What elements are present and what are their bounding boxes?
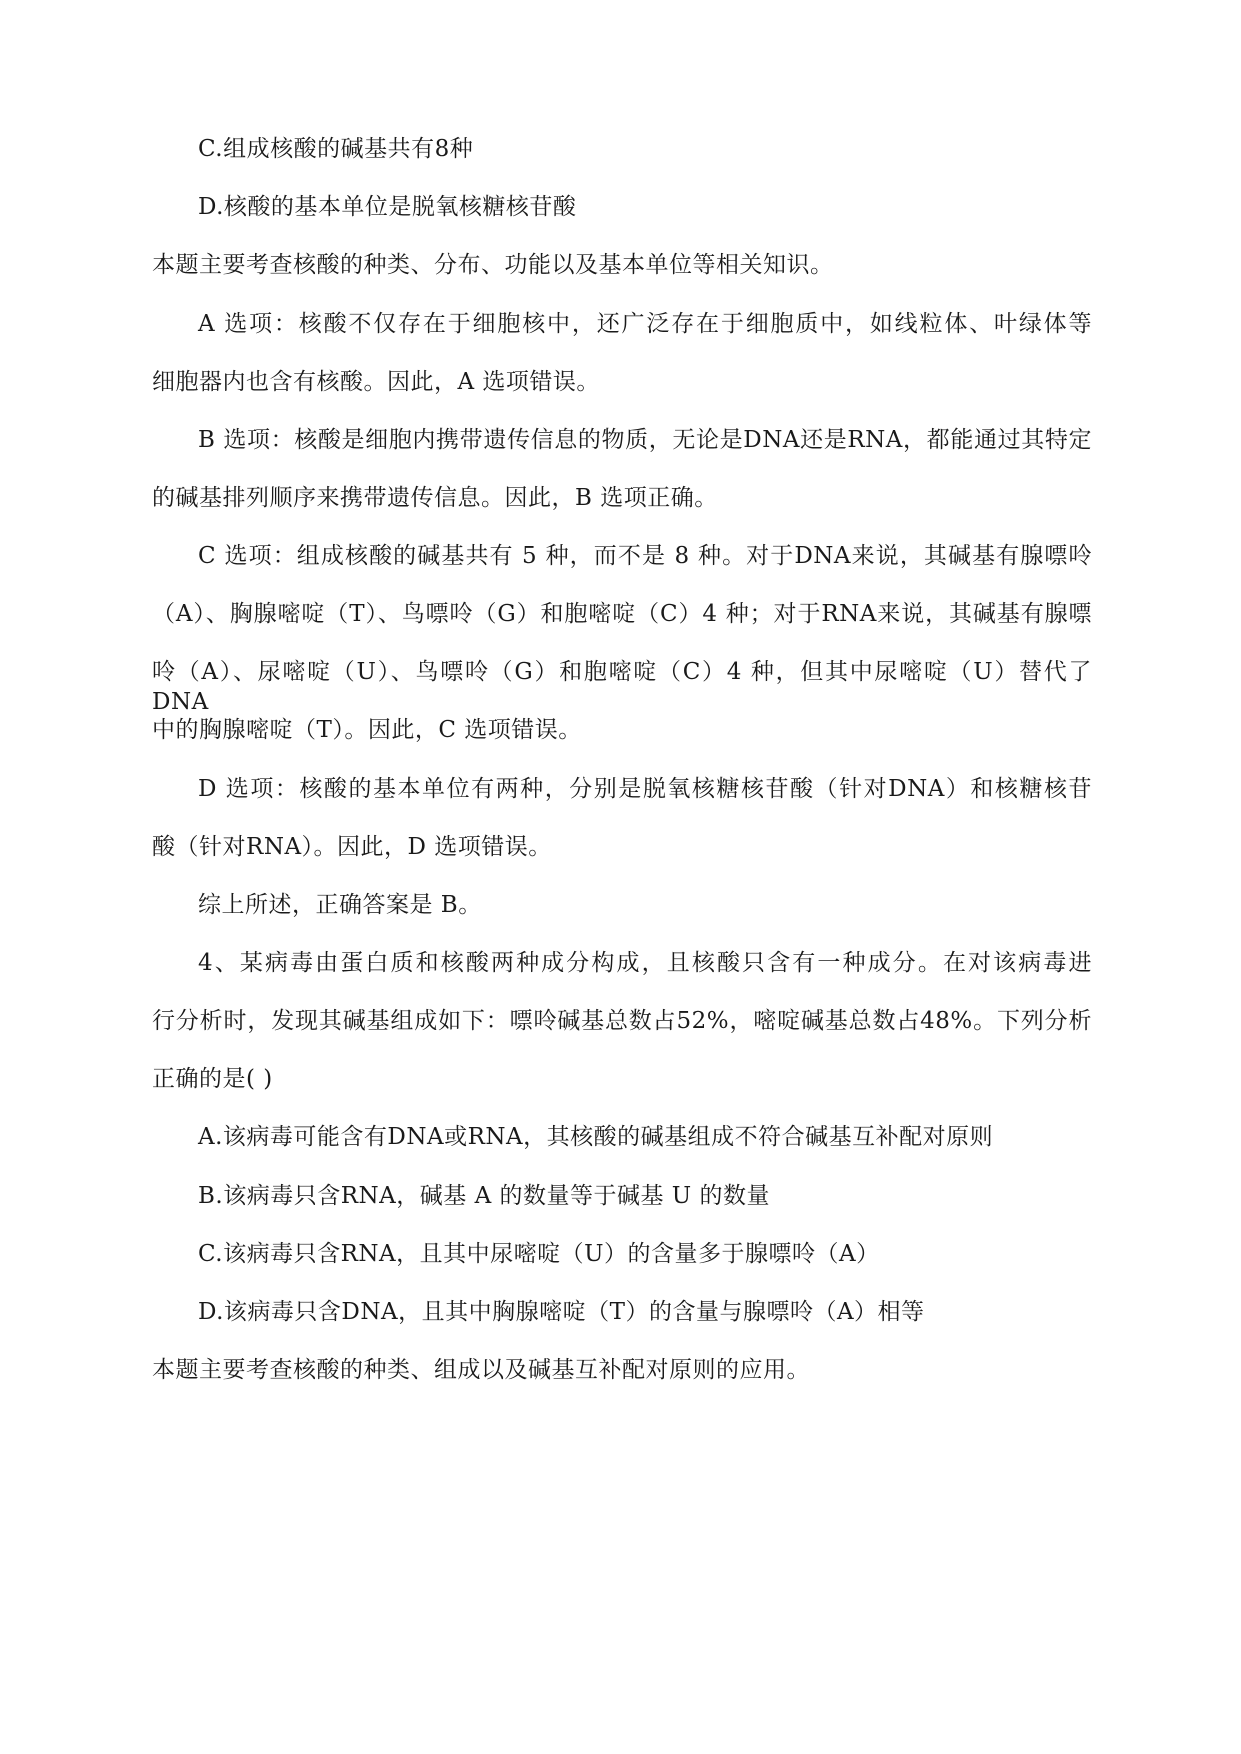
explanation-d-line-1: D 选项：核酸的基本单位有两种，分别是脱氧核糖核苷酸（针对DNA）和核糖核苷 <box>198 776 1092 802</box>
explanation-c-line-3: 呤（A）、尿嘧啶（U）、鸟嘌呤（G）和胞嘧啶（C）4 种，但其中尿嘧啶（U）替代了DNA <box>152 659 1092 715</box>
question-4-analysis-intro: 本题主要考查核酸的种类、组成以及碱基互补配对原则的应用。 <box>152 1357 810 1383</box>
explanation-c-line-1: C 选项：组成核酸的碱基共有 5 种，而不是 8 种。对于DNA来说，其碱基有腺嘌呤 <box>198 543 1092 569</box>
question-4-line-2: 行分析时，发现其碱基组成如下：嘌呤碱基总数占52%，嘧啶碱基总数占48%。下列分析 <box>152 1008 1092 1034</box>
conclusion-line: 综上所述，正确答案是 B。 <box>198 892 482 918</box>
explanation-d-line-2: 酸（针对RNA）。因此，D 选项错误。 <box>152 834 552 860</box>
explanation-a-line-2: 细胞器内也含有核酸。因此，A 选项错误。 <box>152 369 600 395</box>
explanation-c-line-4: 中的胸腺嘧啶（T）。因此，C 选项错误。 <box>152 717 582 743</box>
option-d-line: D.核酸的基本单位是脱氧核糖核苷酸 <box>198 194 577 220</box>
explanation-b-line-2: 的碱基排列顺序来携带遗传信息。因此，B 选项正确。 <box>152 485 718 511</box>
question-4-option-b: B.该病毒只含RNA，碱基 A 的数量等于碱基 U 的数量 <box>198 1183 771 1209</box>
option-c-line: C.组成核酸的碱基共有8种 <box>198 136 474 162</box>
explanation-a-line-1: A 选项：核酸不仅存在于细胞核中，还广泛存在于细胞质中，如线粒体、叶绿体等 <box>198 311 1092 337</box>
question-4-option-c: C.该病毒只含RNA，且其中尿嘧啶（U）的含量多于腺嘌呤（A） <box>198 1241 880 1267</box>
explanation-b-line-1: B 选项：核酸是细胞内携带遗传信息的物质，无论是DNA还是RNA，都能通过其特定 <box>198 427 1092 453</box>
question-4-line-3: 正确的是( ) <box>152 1066 273 1092</box>
explanation-c-line-2: （A）、胸腺嘧啶（T）、鸟嘌呤（G）和胞嘧啶（C）4 种；对于RNA来说，其碱基有腺嘌 <box>152 601 1092 627</box>
question-4-line-1: 4、某病毒由蛋白质和核酸两种成分构成，且核酸只含有一种成分。在对该病毒进 <box>198 950 1092 976</box>
analysis-intro: 本题主要考查核酸的种类、分布、功能以及基本单位等相关知识。 <box>152 252 834 278</box>
question-4-option-d: D.该病毒只含DNA，且其中胸腺嘧啶（T）的含量与腺嘌呤（A）相等 <box>198 1299 925 1325</box>
question-4-option-a: A.该病毒可能含有DNA或RNA，其核酸的碱基组成不符合碱基互补配对原则 <box>198 1124 994 1150</box>
